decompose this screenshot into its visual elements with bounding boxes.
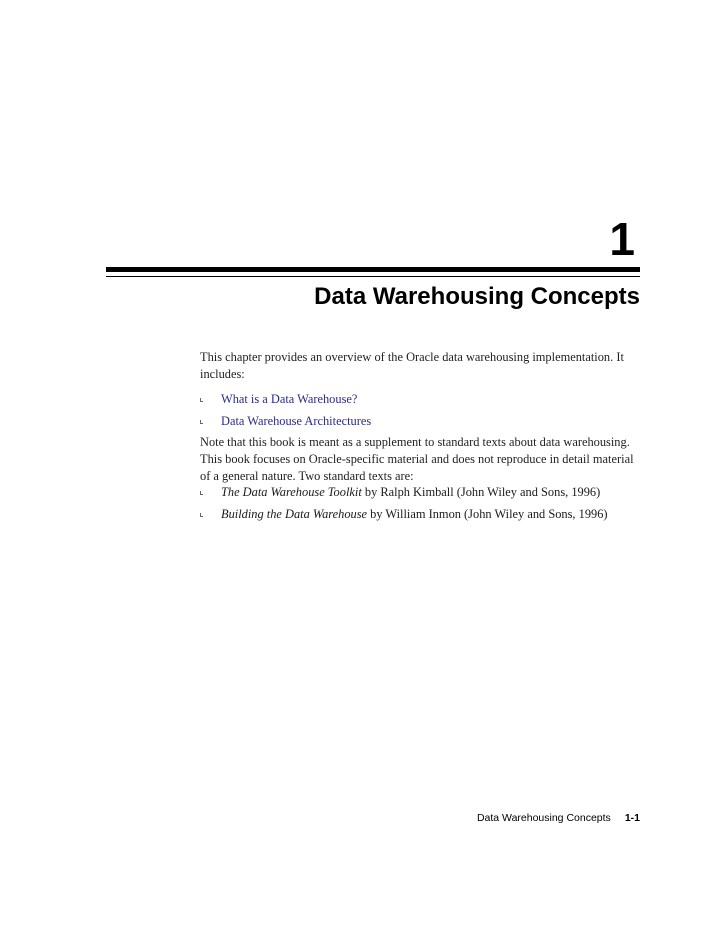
footer-page-number: 1-1 xyxy=(624,812,640,824)
chapter-title: Data Warehousing Concepts xyxy=(314,283,640,310)
list-item xyxy=(200,413,645,435)
standard-texts-list xyxy=(200,484,645,528)
book-title: Building the Data Warehouse xyxy=(221,507,368,521)
book-title: The Data Warehouse Toolkit xyxy=(221,485,362,499)
chapter-rule-thin xyxy=(106,276,640,277)
topic-link-data-warehouse-architectures[interactable]: Data Warehouse Architectures xyxy=(221,414,372,428)
list-item xyxy=(200,506,645,528)
intro-paragraph: This chapter provides an overview of the Oracle data warehousing implementation. It includes: xyxy=(200,350,624,381)
chapter-rule-thick xyxy=(106,267,640,272)
book-author-info: by William Inmon (John Wiley and Sons, 1996) xyxy=(367,507,608,521)
chapter-topics-list xyxy=(200,391,645,435)
page-footer xyxy=(477,812,640,824)
list-item xyxy=(200,391,645,413)
book-author-info: by Ralph Kimball (John Wiley and Sons, 1996) xyxy=(361,485,601,499)
bullet-icon xyxy=(200,491,203,495)
footer-section-title: Data Warehousing Concepts xyxy=(476,812,611,824)
bullet-icon xyxy=(200,398,203,402)
topic-link-what-is-data-warehouse[interactable]: What is a Data Warehouse? xyxy=(221,392,358,406)
bullet-icon xyxy=(200,513,203,517)
bullet-icon xyxy=(200,420,203,424)
list-item xyxy=(200,484,645,506)
note-paragraph: Note that this book is meant as a supplement to standard texts about data warehousing. This book focuses on Oracle-specific material and does not reproduce in detail material of a general nature. Two standard texts are: xyxy=(200,435,634,483)
chapter-number: 1 xyxy=(609,213,635,265)
